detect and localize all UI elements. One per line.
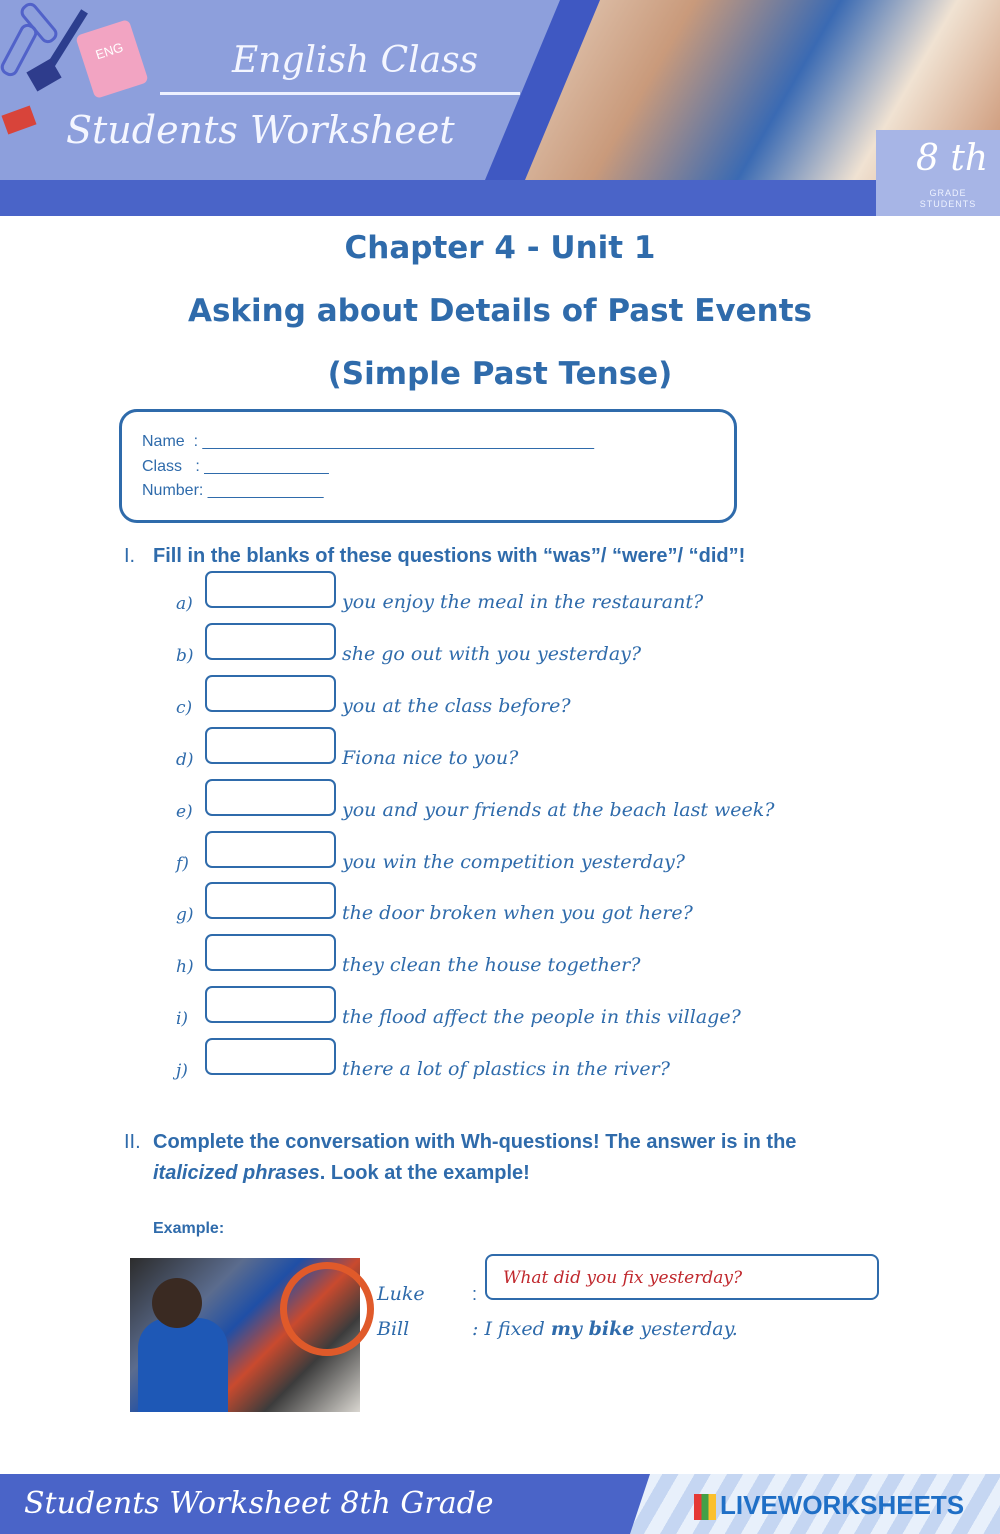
header-divider — [160, 92, 520, 95]
item-question-text: the door broken when you got here? — [342, 902, 693, 924]
liveworksheets-logo-icon — [694, 1494, 716, 1520]
class-field[interactable]: Class : ______________ — [142, 458, 329, 475]
item-question-text: Fiona nice to you? — [342, 747, 519, 769]
bike-wheel — [280, 1262, 374, 1356]
item-letter: b) — [176, 646, 194, 666]
answer-input-box[interactable] — [205, 986, 336, 1023]
item-question-text: they clean the house together? — [342, 954, 641, 976]
binder-clip-icon — [1, 105, 36, 134]
item-question-text: you and your friends at the beach last week? — [342, 799, 775, 821]
boy-head — [152, 1278, 202, 1328]
grade-sub-1: GRADE — [929, 188, 967, 198]
item-letter: c) — [176, 698, 193, 718]
answer-input-box[interactable] — [205, 727, 336, 764]
luke-colon: : — [472, 1284, 478, 1304]
boy-figure — [138, 1318, 228, 1412]
grade-sub-label — [910, 188, 986, 210]
student-info-box — [119, 409, 737, 523]
item-letter: e) — [176, 802, 193, 822]
answer-input-box[interactable] — [205, 934, 336, 971]
item-letter: h) — [176, 957, 194, 977]
notebook-icon: ENG — [75, 19, 149, 99]
example-answer-box[interactable] — [485, 1254, 879, 1300]
name-field[interactable]: Name : ____________________________________________ — [142, 433, 594, 450]
answer-input-box[interactable] — [205, 779, 336, 816]
grade-label: 8 th — [916, 138, 988, 179]
example-label: Example: — [153, 1220, 225, 1237]
speaker-bill: Bill — [377, 1318, 410, 1340]
liveworksheets-logo[interactable]: LIVEWORKSHEETS — [720, 1490, 965, 1520]
answer-input-box[interactable] — [205, 1038, 336, 1075]
item-question-text: she go out with you yesterday? — [342, 643, 642, 665]
topic-title: Asking about Details of Past Events — [187, 293, 812, 329]
header-banner — [0, 0, 1000, 216]
section2-heading — [124, 1131, 796, 1154]
example-answer: What did you fix yesterday? — [503, 1268, 743, 1288]
item-question-text: you at the class before? — [342, 695, 571, 717]
bill-suffix: yesterday. — [634, 1318, 738, 1340]
answer-input-box[interactable] — [205, 831, 336, 868]
header-title: English Class — [232, 40, 479, 81]
item-letter: j) — [176, 1061, 188, 1081]
bill-prefix: : I fixed — [472, 1318, 551, 1340]
item-question-text: the flood affect the people in this village? — [342, 1006, 741, 1028]
item-letter: d) — [176, 750, 194, 770]
section2-instruction-1: Complete the conversation with Wh-questions! The answer is in the — [153, 1131, 797, 1153]
item-letter: g) — [176, 905, 194, 925]
grade-sub-2: STUDENTS — [919, 199, 977, 209]
item-letter: i) — [176, 1009, 189, 1029]
answer-input-box[interactable] — [205, 675, 336, 712]
section1-instruction: Fill in the blanks of these questions with “was”/ “were”/ “did”! — [153, 545, 746, 567]
section1-number: I. — [124, 545, 136, 567]
tense-title: (Simple Past Tense) — [327, 356, 673, 392]
footer-banner — [0, 1474, 1000, 1534]
item-question-text: you win the competition yesterday? — [342, 851, 685, 873]
header-subtitle: Students Worksheet — [66, 108, 455, 152]
chapter-title: Chapter 4 - Unit 1 — [344, 230, 656, 266]
bill-answer — [472, 1318, 738, 1340]
section2-number: II. — [124, 1131, 141, 1153]
section1-heading — [124, 545, 745, 568]
item-question-text: there a lot of plastics in the river? — [342, 1058, 670, 1080]
answer-input-box[interactable] — [205, 571, 336, 608]
bill-italic-phrase: my bike — [550, 1318, 635, 1340]
item-letter: f) — [176, 854, 189, 874]
item-letter: a) — [176, 594, 193, 614]
speaker-luke: Luke — [377, 1283, 425, 1305]
answer-input-box[interactable] — [205, 882, 336, 919]
section2-instruction-italic: italicized phrases — [153, 1162, 320, 1184]
footer-title: Students Worksheet 8th Grade — [24, 1486, 494, 1521]
item-question-text: you enjoy the meal in the restaurant? — [342, 591, 704, 613]
section2-instruction-rest: . Look at the example! — [319, 1162, 530, 1184]
number-field[interactable]: Number: _____________ — [142, 482, 324, 499]
example-photo — [130, 1258, 360, 1412]
header-strip — [0, 180, 1000, 216]
answer-input-box[interactable] — [205, 623, 336, 660]
section2-instruction-line2 — [153, 1162, 530, 1185]
